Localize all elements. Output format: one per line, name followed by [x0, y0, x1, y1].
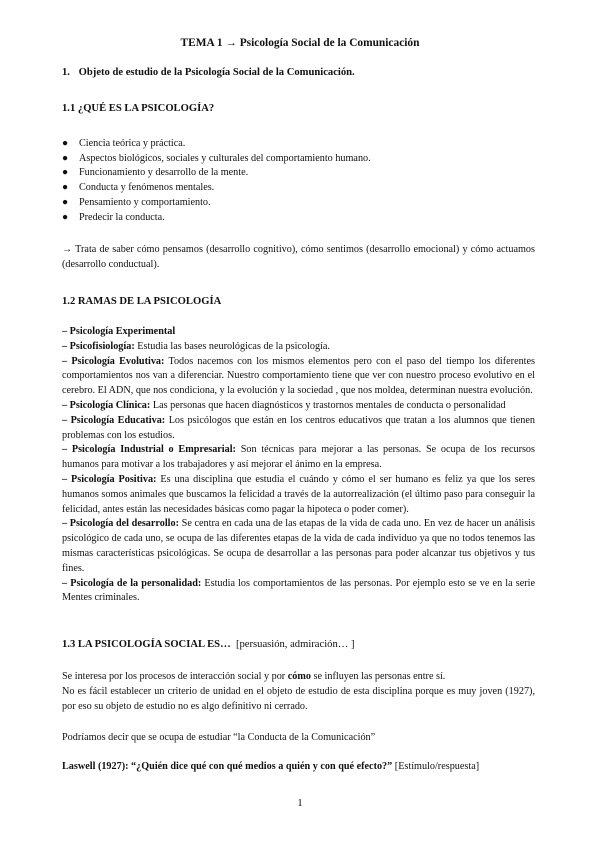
- page-number: 1: [297, 797, 303, 809]
- rama-name: – Psicología Positiva:: [62, 473, 157, 485]
- rama-item: [62, 340, 535, 355]
- rama-name: – Psicología del desarrollo:: [62, 518, 179, 530]
- laswell-note: [Estímulo/respuesta]: [392, 761, 480, 772]
- bullet-list: [62, 137, 371, 225]
- ramas-list: [62, 325, 535, 606]
- section-1-3-note: [persuasión, admiración… ]: [235, 639, 355, 650]
- list-item-text: Pensamiento y comportamiento.: [79, 196, 211, 208]
- rama-text: Estudia las bases neurológicas de la psicología.: [134, 340, 330, 352]
- bullet-icon: ●: [62, 167, 69, 179]
- arrow-paragraph: → Trata de saber cómo pensamos (desarrollo cognitivo), cómo sentimos (desarrollo emocional) y cómo actuamos (desarrollo conductual).: [62, 244, 535, 271]
- rama-item: [62, 325, 535, 340]
- list-item-text: Funcionamiento y desarrollo de la mente.: [79, 167, 249, 179]
- list-item: [62, 166, 371, 181]
- laswell-line: [62, 760, 535, 775]
- rama-item: [62, 443, 535, 473]
- section-1-2-heading: 1.2 RAMAS DE LA PSICOLOGÍA: [62, 296, 222, 307]
- section-1-3-heading: [62, 639, 355, 650]
- rama-item: [62, 414, 535, 444]
- rama-name: – Psicofisiología:: [62, 340, 135, 352]
- rama-text: Es una disciplina que estudia el cuándo y cómo el ser humano es feliz ya que los seres humanos somos animales que buscamos la felicidad a través de la autorrealización (el último paso para conseguir la felicidad, antes están las necesidades básicas como pagar la hipoteca o poder comer).: [62, 473, 535, 515]
- section-1-3-title: 1.3 LA PSICOLOGÍA SOCIAL ES…: [62, 639, 231, 650]
- social-text-bold: cómo: [287, 671, 311, 682]
- rama-name: – Psicología de la personalidad:: [62, 577, 202, 589]
- bullet-icon: ●: [62, 182, 69, 194]
- rama-item: [62, 577, 535, 607]
- social-paragraph-3: Podríamos decir que se ocupa de estudiar “la Conducta de la Comunicación”: [62, 732, 376, 743]
- list-item: [62, 137, 371, 152]
- list-item: [62, 152, 371, 167]
- social-paragraph-2: No es fácil establecer un criterio de unidad en el objeto de estudio de esta disciplina porque es muy joven (1927), por eso su objeto de estudio no es algo definitivo ni cerrado.: [62, 686, 535, 712]
- bullet-icon: ●: [62, 196, 69, 208]
- list-item-text: Predecir la conducta.: [79, 211, 165, 223]
- rama-item: [62, 473, 535, 517]
- rama-name: – Psicología Educativa:: [62, 414, 166, 426]
- social-text-a: Se interesa por los procesos de interacción social y por: [62, 671, 288, 682]
- rama-text: Los psicólogos que están en los centros educativos que tratan a los alumnos que tienen problemas con los estudios.: [62, 414, 535, 441]
- rama-name: – Psicología Industrial o Empresarial:: [62, 444, 236, 456]
- rama-text: Las personas que hacen diagnósticos y trastornos mentales de conducta o personalidad: [150, 399, 506, 411]
- rama-text: Estudia los comportamientos de las personas. Por ejemplo esto se ve en la serie Mentes criminales.: [62, 577, 535, 604]
- bullet-icon: ●: [62, 152, 69, 164]
- rama-text: Son técnicas para mejorar a las personas. Se ocupa de los recursos humanos para motivar a los trabajadores y así mejorar el ánimo en la empresa.: [62, 444, 535, 471]
- rama-item: [62, 517, 535, 576]
- list-item: [62, 211, 371, 226]
- rama-name: – Psicología Evolutiva:: [62, 355, 165, 367]
- social-line-1: [62, 670, 535, 685]
- bullet-icon: ●: [62, 138, 69, 149]
- rama-text: Se centra en cada una de las etapas de la vida de cada uno. En vez de hacer un análisis psicológico de cada uno, se ocupa de las diferentes etapas de la vida de cada individuo ya que no todos tenemos las mismas características psicológicas. Se ocupa de desarrollar a las personas para poder alcanzar tus objetivos y tus fines.: [62, 518, 535, 574]
- rama-item: [62, 355, 535, 399]
- list-item-text: Aspectos biológicos, sociales y culturales del comportamiento humano.: [79, 152, 371, 164]
- list-item-text: Ciencia teórica y práctica.: [79, 138, 186, 149]
- laswell-quote: Laswell (1927): “¿Quién dice qué con qué medios a quién y con qué efecto?”: [62, 761, 393, 772]
- section-1-1-heading: 1.1 ¿QUÉ ES LA PSICOLOGÍA?: [62, 103, 215, 114]
- section-objeto-heading: [62, 67, 355, 78]
- objeto-label: Objeto de estudio de la Psicología Social de la Comunicación.: [78, 67, 355, 78]
- list-item: [62, 196, 371, 211]
- rama-text: Todos nacemos con los mismos elementos pero con el paso del tiempo los diferentes comportamientos nos van a diferenciar. Nuestro comportamiento tiene que ver con nuestro proceso evolutivo en el cerebro. El ADN, que nos condiciona, y la evolución y la sociedad , que nos moldea, determinan nuestra evolución.: [62, 355, 535, 397]
- list-item: [62, 181, 371, 196]
- document-title: TEMA 1 → Psicología Social de la Comunicación: [180, 37, 420, 49]
- objeto-number: 1.: [62, 67, 70, 78]
- bullet-icon: ●: [62, 211, 69, 223]
- rama-name: – Psicología Clínica:: [62, 399, 151, 411]
- list-item-text: Conducta y fenómenos mentales.: [79, 182, 215, 194]
- rama-name: – Psicología Experimental: [62, 326, 176, 337]
- rama-item: [62, 399, 535, 414]
- social-text-c: se influyen las personas entre sí.: [310, 671, 446, 682]
